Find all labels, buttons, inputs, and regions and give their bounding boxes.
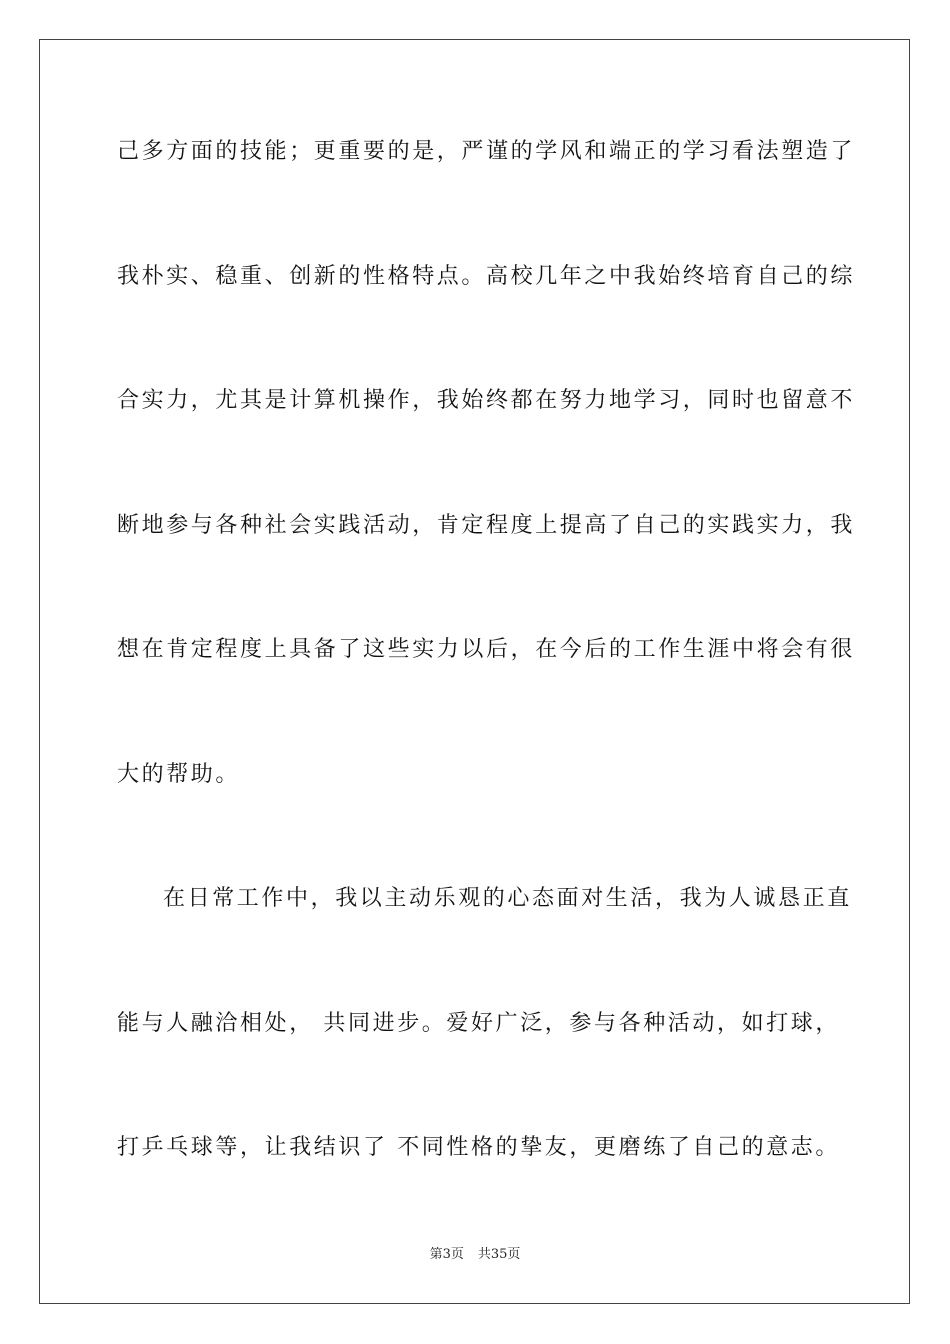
text-line: 断地参与各种社会实践活动，肯定程度上提高了自己的实践实力，我 <box>117 513 856 538</box>
page-number: 第3页 <box>429 1247 464 1262</box>
paragraph-first-line: 在日常工作中，我以主动乐观的心态面对生活，我为人诚恳正直 <box>163 886 852 911</box>
page-total: 共35页 <box>477 1247 521 1262</box>
page-border <box>39 39 910 1304</box>
text-line: 我朴实、稳重、创新的性格特点。高校几年之中我始终培育自己的综 <box>117 264 856 289</box>
text-line: 大的帮助。 <box>117 762 241 787</box>
text-line: 己多方面的技能；更重要的是，严谨的学风和端正的学习看法塑造了 <box>117 139 856 164</box>
page-footer <box>0 1246 950 1264</box>
text-line: 打乒乓球等，让我结识了 不同性格的挚友，更磨练了自己的意志。 <box>117 1135 840 1160</box>
text-line: 能与人融洽相处， 共同进步。爱好广泛，参与各种活动，如打球， <box>117 1011 840 1036</box>
text-line: 想在肯定程度上具备了这些实力以后，在今后的工作生涯中将会有很 <box>117 637 856 662</box>
text-line: 合实力，尤其是计算机操作，我始终都在努力地学习，同时也留意不 <box>117 388 856 413</box>
